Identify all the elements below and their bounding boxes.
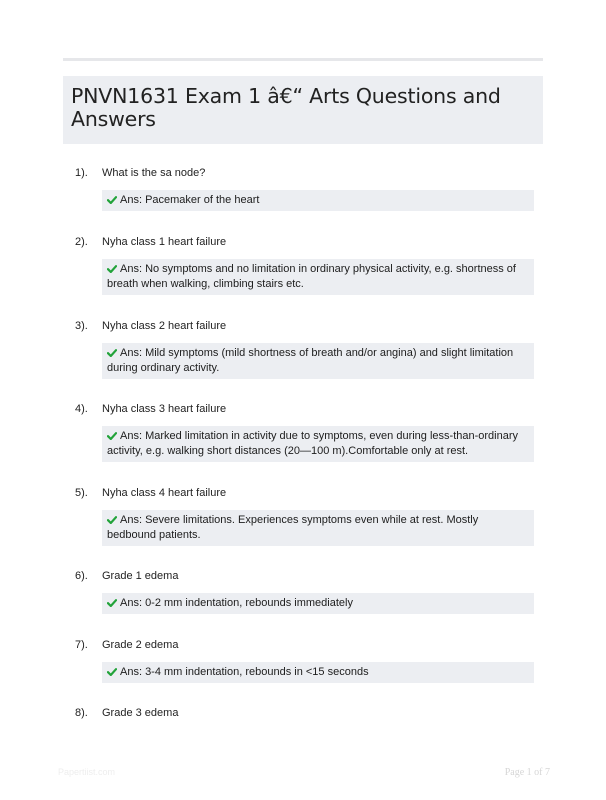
answer-text: Ans: Mild symptoms (mild shortness of breath and/or angina) and slight limitation during ordinary activity.	[107, 347, 514, 374]
check-icon	[107, 196, 117, 204]
answer-text: Ans: 0-2 mm indentation, rebounds immediately	[120, 597, 353, 609]
top-divider	[63, 58, 543, 61]
question-number: 7).	[75, 639, 88, 651]
check-icon	[107, 516, 117, 524]
question-text: Grade 2 edema	[102, 639, 179, 651]
qa-item-6	[75, 570, 535, 614]
check-icon	[107, 599, 117, 607]
answer-box	[102, 662, 534, 683]
question-number: 6).	[75, 570, 88, 582]
question-number: 8).	[75, 707, 88, 719]
question-number: 1).	[75, 167, 88, 179]
answer-box	[102, 426, 534, 462]
check-icon	[107, 668, 117, 676]
answer-text: Ans: Marked limitation in activity due to symptoms, even during less-than-ordinary activity, e.g. walking short distances (20—100 m).Comfortable only at rest.	[107, 430, 519, 457]
qa-item-3	[75, 320, 535, 379]
question-text: Nyha class 2 heart failure	[102, 320, 227, 332]
question-number: 5).	[75, 487, 88, 499]
check-icon	[107, 349, 117, 357]
question-number: 2).	[75, 236, 88, 248]
qa-item-5	[75, 487, 535, 546]
question-text: Grade 1 edema	[102, 570, 179, 582]
question-number: 3).	[75, 320, 88, 332]
question-text: Nyha class 1 heart failure	[102, 236, 227, 248]
answer-text: Ans: No symptoms and no limitation in ordinary physical activity, e.g. shortness of breath when walking, climbing stairs etc.	[107, 263, 516, 290]
title-banner	[63, 76, 543, 144]
check-icon	[107, 265, 117, 273]
page-title: PNVN1631 Exam 1 â€“ Arts Questions and Answers	[71, 84, 501, 131]
answer-box	[102, 593, 534, 614]
qa-item-2	[75, 236, 535, 295]
question-number: 4).	[75, 403, 88, 415]
answer-text: Ans: Severe limitations. Experiences symptoms even while at rest. Mostly bedbound patients.	[107, 514, 479, 541]
page-number: Page 1 of 7	[504, 767, 550, 778]
answer-box	[102, 510, 534, 546]
question-text: Grade 3 edema	[102, 707, 179, 719]
qa-item-8	[75, 707, 535, 719]
check-icon	[107, 432, 117, 440]
question-text: Nyha class 4 heart failure	[102, 487, 227, 499]
answer-box	[102, 190, 534, 211]
question-text: Nyha class 3 heart failure	[102, 403, 227, 415]
answer-text: Ans: 3-4 mm indentation, rebounds in <15 seconds	[120, 666, 369, 678]
qa-item-7	[75, 639, 535, 683]
qa-item-4	[75, 403, 535, 462]
footer-watermark: Papertiist.com	[58, 767, 116, 777]
question-text: What is the sa node?	[102, 167, 206, 179]
answer-text: Ans: Pacemaker of the heart	[120, 194, 260, 206]
answer-box	[102, 343, 534, 379]
qa-item-1	[75, 167, 535, 211]
answer-box	[102, 259, 534, 295]
